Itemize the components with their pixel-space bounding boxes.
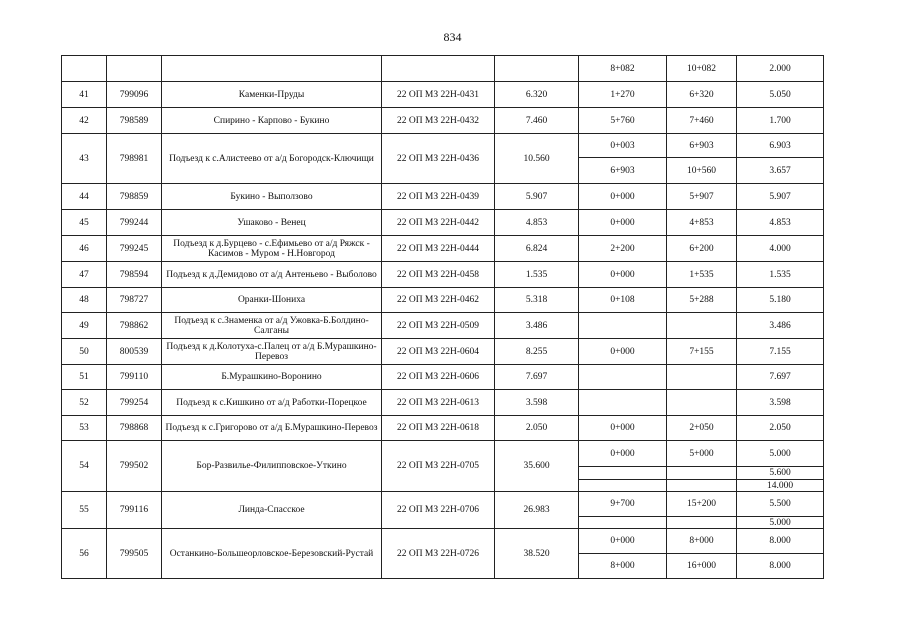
road-code-cell bbox=[107, 56, 162, 82]
row-number-cell bbox=[62, 56, 107, 82]
segment-end-cell: 6+903 bbox=[667, 134, 737, 158]
segment-length-cell: 3.598 bbox=[737, 390, 824, 416]
road-length-cell: 35.600 bbox=[495, 441, 579, 492]
segment-start-cell: 6+903 bbox=[579, 158, 667, 184]
segment-start-cell: 9+700 bbox=[579, 492, 667, 517]
registration-number-cell: 22 ОП МЗ 22Н-0431 bbox=[382, 82, 495, 108]
registration-number-cell: 22 ОП МЗ 22Н-0705 bbox=[382, 441, 495, 492]
registration-number-cell: 22 ОП МЗ 22Н-0432 bbox=[382, 108, 495, 134]
segment-end-cell: 1+535 bbox=[667, 262, 737, 288]
segment-end-cell: 7+460 bbox=[667, 108, 737, 134]
table-row bbox=[62, 492, 824, 517]
segment-length-cell: 5.000 bbox=[737, 441, 824, 467]
table-row bbox=[62, 441, 824, 467]
road-code-cell: 798981 bbox=[107, 134, 162, 184]
segment-end-cell: 4+853 bbox=[667, 210, 737, 236]
segment-length-cell: 3.486 bbox=[737, 313, 824, 339]
table-row bbox=[62, 288, 824, 313]
segment-start-cell bbox=[579, 365, 667, 390]
road-name-cell: Спирино - Карпово - Букино bbox=[162, 108, 382, 134]
road-code-cell: 798859 bbox=[107, 184, 162, 210]
table-row bbox=[62, 108, 824, 134]
road-length-cell: 6.824 bbox=[495, 236, 579, 262]
segment-end-cell bbox=[667, 467, 737, 480]
road-length-cell: 2.050 bbox=[495, 416, 579, 441]
road-length-cell bbox=[495, 56, 579, 82]
table-row bbox=[62, 134, 824, 158]
segment-start-cell: 5+760 bbox=[579, 108, 667, 134]
table-row bbox=[62, 210, 824, 236]
road-code-cell: 799502 bbox=[107, 441, 162, 492]
road-name-cell: Подъезд к с.Кишкино от а/д Работки-Порецкое bbox=[162, 390, 382, 416]
road-length-cell: 3.486 bbox=[495, 313, 579, 339]
road-code-cell: 799244 bbox=[107, 210, 162, 236]
road-code-cell: 799505 bbox=[107, 529, 162, 579]
segment-start-cell: 0+000 bbox=[579, 339, 667, 365]
segment-start-cell: 0+000 bbox=[579, 210, 667, 236]
segment-start-cell: 0+000 bbox=[579, 262, 667, 288]
segment-start-cell bbox=[579, 390, 667, 416]
segment-end-cell: 7+155 bbox=[667, 339, 737, 365]
road-name-cell: Б.Мурашкино-Воронино bbox=[162, 365, 382, 390]
road-length-cell: 7.697 bbox=[495, 365, 579, 390]
road-length-cell: 26.983 bbox=[495, 492, 579, 529]
table-body bbox=[62, 56, 824, 579]
road-length-cell: 38.520 bbox=[495, 529, 579, 579]
roads-table bbox=[61, 55, 824, 579]
segment-length-cell: 5.050 bbox=[737, 82, 824, 108]
segment-length-cell: 14.000 bbox=[737, 480, 824, 492]
road-code-cell: 799110 bbox=[107, 365, 162, 390]
segment-end-cell: 5+000 bbox=[667, 441, 737, 467]
road-code-cell: 798868 bbox=[107, 416, 162, 441]
row-number-cell: 42 bbox=[62, 108, 107, 134]
segment-end-cell: 15+200 bbox=[667, 492, 737, 517]
segment-length-cell: 1.535 bbox=[737, 262, 824, 288]
segment-end-cell: 5+907 bbox=[667, 184, 737, 210]
segment-length-cell: 1.700 bbox=[737, 108, 824, 134]
table-row bbox=[62, 529, 824, 554]
table-row bbox=[62, 236, 824, 262]
road-name-cell: Останкино-Большеорловское-Березовский-Рустай bbox=[162, 529, 382, 579]
road-length-cell: 1.535 bbox=[495, 262, 579, 288]
segment-end-cell: 6+200 bbox=[667, 236, 737, 262]
page-number: 834 bbox=[443, 30, 462, 44]
road-name-cell: Подъезд к д.Колотуха-с.Палец от а/д Б.Мурашкино-Перевоз bbox=[162, 339, 382, 365]
road-code-cell: 798589 bbox=[107, 108, 162, 134]
segment-end-cell: 10+082 bbox=[667, 56, 737, 82]
segment-length-cell: 8.000 bbox=[737, 554, 824, 579]
segment-start-cell bbox=[579, 517, 667, 529]
segment-length-cell: 6.903 bbox=[737, 134, 824, 158]
road-length-cell: 8.255 bbox=[495, 339, 579, 365]
road-length-cell: 5.318 bbox=[495, 288, 579, 313]
table-row bbox=[62, 339, 824, 365]
road-name-cell: Подъезд к с.Алистеево от а/д Богородск-Ключищи bbox=[162, 134, 382, 184]
road-name-cell: Бор-Развилье-Филипповское-Уткино bbox=[162, 441, 382, 492]
road-name-cell bbox=[162, 56, 382, 82]
segment-end-cell bbox=[667, 365, 737, 390]
segment-end-cell: 6+320 bbox=[667, 82, 737, 108]
table-row bbox=[62, 390, 824, 416]
registration-number-cell: 22 ОП МЗ 22Н-0706 bbox=[382, 492, 495, 529]
segment-length-cell: 4.853 bbox=[737, 210, 824, 236]
road-length-cell: 4.853 bbox=[495, 210, 579, 236]
segment-length-cell: 7.697 bbox=[737, 365, 824, 390]
table-row bbox=[62, 184, 824, 210]
road-code-cell: 798594 bbox=[107, 262, 162, 288]
table-row bbox=[62, 56, 824, 82]
table-row bbox=[62, 313, 824, 339]
registration-number-cell: 22 ОП МЗ 22Н-0442 bbox=[382, 210, 495, 236]
row-number-cell: 45 bbox=[62, 210, 107, 236]
segment-start-cell bbox=[579, 467, 667, 480]
road-length-cell: 3.598 bbox=[495, 390, 579, 416]
segment-end-cell: 2+050 bbox=[667, 416, 737, 441]
road-code-cell: 798727 bbox=[107, 288, 162, 313]
row-number-cell: 47 bbox=[62, 262, 107, 288]
segment-length-cell: 5.500 bbox=[737, 492, 824, 517]
road-length-cell: 6.320 bbox=[495, 82, 579, 108]
segment-length-cell: 5.907 bbox=[737, 184, 824, 210]
segment-length-cell: 2.050 bbox=[737, 416, 824, 441]
road-length-cell: 7.460 bbox=[495, 108, 579, 134]
road-name-cell: Букино - Выползово bbox=[162, 184, 382, 210]
segment-end-cell bbox=[667, 480, 737, 492]
road-name-cell: Подъезд к с.Григорово от а/д Б.Мурашкино-Перевоз bbox=[162, 416, 382, 441]
segment-length-cell: 5.000 bbox=[737, 517, 824, 529]
road-code-cell: 798862 bbox=[107, 313, 162, 339]
segment-start-cell bbox=[579, 480, 667, 492]
segment-start-cell: 0+108 bbox=[579, 288, 667, 313]
road-code-cell: 799254 bbox=[107, 390, 162, 416]
registration-number-cell: 22 ОП МЗ 22Н-0444 bbox=[382, 236, 495, 262]
segment-start-cell bbox=[579, 313, 667, 339]
road-length-cell: 10.560 bbox=[495, 134, 579, 184]
segment-start-cell: 0+000 bbox=[579, 441, 667, 467]
segment-length-cell: 5.600 bbox=[737, 467, 824, 480]
road-name-cell: Подъезд к д.Демидово от а/д Антеньево - Выболово bbox=[162, 262, 382, 288]
segment-start-cell: 8+082 bbox=[579, 56, 667, 82]
registration-number-cell: 22 ОП МЗ 22Н-0436 bbox=[382, 134, 495, 184]
segment-length-cell: 8.000 bbox=[737, 529, 824, 554]
road-name-cell: Подъезд к с.Знаменка от а/д Ужовка-Б.Болдино-Салганы bbox=[162, 313, 382, 339]
row-number-cell: 49 bbox=[62, 313, 107, 339]
row-number-cell: 53 bbox=[62, 416, 107, 441]
table-row bbox=[62, 365, 824, 390]
segment-end-cell: 16+000 bbox=[667, 554, 737, 579]
segment-end-cell bbox=[667, 313, 737, 339]
segment-start-cell: 8+000 bbox=[579, 554, 667, 579]
table-row bbox=[62, 416, 824, 441]
segment-start-cell: 0+003 bbox=[579, 134, 667, 158]
registration-number-cell: 22 ОП МЗ 22Н-0439 bbox=[382, 184, 495, 210]
road-name-cell: Оранки-Шониха bbox=[162, 288, 382, 313]
segment-length-cell: 5.180 bbox=[737, 288, 824, 313]
road-name-cell: Подъезд к д.Бурцево - с.Ефимьево от а/д Ряжск - Касимов - Муром - Н.Новгород bbox=[162, 236, 382, 262]
road-code-cell: 799096 bbox=[107, 82, 162, 108]
row-number-cell: 50 bbox=[62, 339, 107, 365]
road-name-cell: Ушаково - Венец bbox=[162, 210, 382, 236]
segment-end-cell: 8+000 bbox=[667, 529, 737, 554]
row-number-cell: 54 bbox=[62, 441, 107, 492]
segment-end-cell: 10+560 bbox=[667, 158, 737, 184]
row-number-cell: 46 bbox=[62, 236, 107, 262]
registration-number-cell: 22 ОП МЗ 22Н-0462 bbox=[382, 288, 495, 313]
row-number-cell: 55 bbox=[62, 492, 107, 529]
registration-number-cell: 22 ОП МЗ 22Н-0618 bbox=[382, 416, 495, 441]
road-length-cell: 5.907 bbox=[495, 184, 579, 210]
table-row bbox=[62, 82, 824, 108]
row-number-cell: 52 bbox=[62, 390, 107, 416]
registration-number-cell bbox=[382, 56, 495, 82]
row-number-cell: 41 bbox=[62, 82, 107, 108]
road-code-cell: 800539 bbox=[107, 339, 162, 365]
row-number-cell: 56 bbox=[62, 529, 107, 579]
segment-start-cell: 0+000 bbox=[579, 416, 667, 441]
registration-number-cell: 22 ОП МЗ 22Н-0604 bbox=[382, 339, 495, 365]
segment-length-cell: 7.155 bbox=[737, 339, 824, 365]
segment-length-cell: 2.000 bbox=[737, 56, 824, 82]
road-name-cell: Каменки-Пруды bbox=[162, 82, 382, 108]
registration-number-cell: 22 ОП МЗ 22Н-0509 bbox=[382, 313, 495, 339]
road-name-cell: Линда-Спасское bbox=[162, 492, 382, 529]
registration-number-cell: 22 ОП МЗ 22Н-0726 bbox=[382, 529, 495, 579]
segment-start-cell: 1+270 bbox=[579, 82, 667, 108]
segment-start-cell: 0+000 bbox=[579, 529, 667, 554]
row-number-cell: 48 bbox=[62, 288, 107, 313]
registration-number-cell: 22 ОП МЗ 22Н-0606 bbox=[382, 365, 495, 390]
road-code-cell: 799245 bbox=[107, 236, 162, 262]
row-number-cell: 51 bbox=[62, 365, 107, 390]
row-number-cell: 43 bbox=[62, 134, 107, 184]
table-row bbox=[62, 262, 824, 288]
segment-length-cell: 3.657 bbox=[737, 158, 824, 184]
segment-end-cell bbox=[667, 390, 737, 416]
registration-number-cell: 22 ОП МЗ 22Н-0613 bbox=[382, 390, 495, 416]
row-number-cell: 44 bbox=[62, 184, 107, 210]
segment-start-cell: 0+000 bbox=[579, 184, 667, 210]
segment-length-cell: 4.000 bbox=[737, 236, 824, 262]
segment-start-cell: 2+200 bbox=[579, 236, 667, 262]
registration-number-cell: 22 ОП МЗ 22Н-0458 bbox=[382, 262, 495, 288]
segment-end-cell: 5+288 bbox=[667, 288, 737, 313]
segment-end-cell bbox=[667, 517, 737, 529]
road-code-cell: 799116 bbox=[107, 492, 162, 529]
